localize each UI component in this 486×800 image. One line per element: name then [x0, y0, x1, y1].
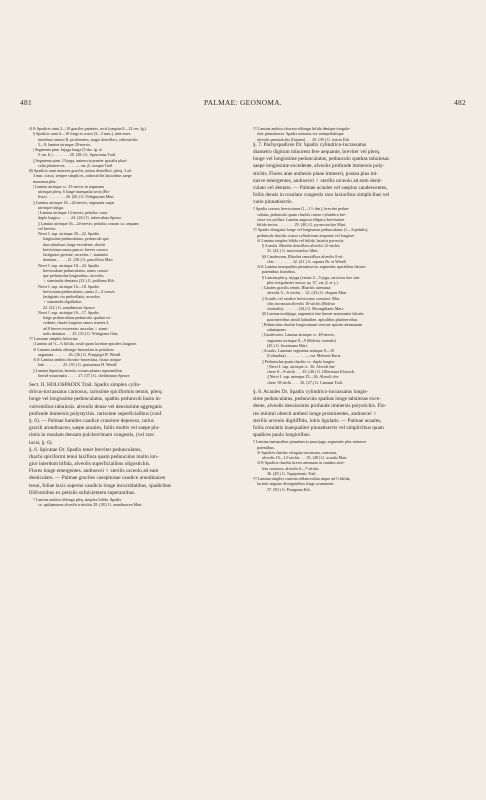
text-line: †† Lamina ambitu obovato-oblonga bifida denique irregula- [253, 126, 351, 131]
text-line: nusve emergentes, androecei ♀ sterilis urceolo ad eum denti- [253, 177, 383, 184]
text-line: viore vix axillari. Lamina angusta elliptica brevissime [257, 216, 345, 222]
text-line: ⊙ Spadicis rhachis elongata incrassata, contracta, [257, 449, 338, 455]
text-line: || Nervi I. sup. utrinque 25—36. Alveoli rha- [267, 374, 339, 380]
text-line: utrinque plerq. 6 longe inaequalia secta (Bo- [38, 189, 111, 194]
text-line: rhachi spiciformi tenui laxiflora quam pedunculus multo lon- [29, 453, 159, 460]
text-line: diametro digitum minorem fere aequante, breviter vel plerq. [253, 148, 381, 155]
text-line: ⊙ Lamina simplex bifida vel bifida, laciniis porrectis. [257, 237, 345, 243]
text-line: § Lamina plerq. trijuga (varius 2—5-juga, raricious iteo sim- [262, 274, 361, 280]
text-line: longe vel longissime pedunculatus, pedunculo spathas tubulosas [253, 156, 390, 163]
text-line: | Caudex gracilis tennis. Rhachis attenuata [262, 285, 331, 291]
text-line: fastigiatis via pedicellatis; urceolus [43, 294, 100, 299]
text-line: Nervi I. sup. utrinque 18—24. Spadix [38, 262, 100, 268]
text-line: alveolis 5—6-stichis . . 22. (43.) G. elegans Mart. [267, 290, 348, 296]
text-line: || Lamina bipartita, laciniis costam plurias superantibus [33, 367, 123, 373]
text-line: || Acaulis vel caudice brevissimo crassiore. Rha- [262, 295, 341, 301]
text-line: longissime pedunculatus, pedunculo spa- [43, 236, 110, 242]
text-line: || Lamina utrinque 16—24-nervis; petiolus costam ca. aequans [38, 220, 139, 226]
text-line: | Pedunculus rhachis longissimum verosne apicem attenuatam [262, 321, 363, 327]
text-line: patentibus latioribus. [262, 269, 296, 275]
text-line: interdum ramosi II. proferentes, magis densiflori, orthostichis [38, 136, 138, 142]
text-line: monomorphis. [33, 178, 57, 184]
text-line: stichis. Flores ante anthesin plane immersi, postea plus mi- [253, 170, 379, 177]
left-text-column [29, 126, 236, 508]
text-line: ⊙⊙ Spadicis rami 2—10 graciles patentes, recti (saepius 8—12 cm. lg.). [29, 126, 148, 131]
text-line: || Pedunculus quam rhachis cc. duplo longior. [262, 358, 336, 364]
text-line: orientalis) . . . . . . . (44.) G. Bicongilianis Mart. [267, 306, 344, 312]
text-line: 37. (50.) G. Poeppana Kth. [267, 486, 311, 492]
text-line: ♀ staminalis digitilabus [43, 299, 82, 305]
text-line: tenui, foliae laxis superne caudicis longe incoctidatibus, spadicibus [29, 482, 172, 489]
text-line: patentibus. [257, 444, 275, 450]
text-line: || Segmenta pinn. 13-juga, uninervia praeter apicalia pluri- [33, 157, 128, 163]
text-line: longe pedunculatus pedunculo spathas ex- [43, 315, 112, 320]
text-line: sime pedunculatus, pedunculo spathas longe tabulosas exce- [253, 396, 381, 403]
text-line: 5 cm. lt.) . . . . . . . . 20. (28.) G. Spruceana Trail. [38, 152, 117, 158]
text-line: Nervi I. sup. utrinque 20—22. Spadix [38, 231, 100, 236]
text-line: foliis densis in rosulam congestis raro laxioribus simplicibus vel [253, 192, 390, 199]
text-line: 3 mm. crassi, semper simplices, orthostichis laxioribus saepe [33, 173, 132, 179]
text-line: (Columbia) . . . . . . . . . — var. Mettenii Karst. [267, 353, 342, 359]
text-line: linearl-acuminatis . . . . . 27. (37.) G. chelidonura Spruce. [38, 372, 131, 378]
text-line: | Lamina utrinque cc. 25-nervis in segmenta [33, 183, 105, 189]
text-line: ⊙ Lamina ambitu oblongo-lanceolata in petiolum [33, 346, 114, 352]
text-line: profunde immersis polystychis. rarissime superficialibus (conf. [29, 410, 163, 417]
text-line: || Lamina utrinque 18—24-nervis; segmenta saepe [33, 199, 115, 205]
text-line: subaequans. [267, 327, 287, 333]
text-line: sterilis urceolo digitiffido, lobis ligulatis. — Palmae acaules, [253, 417, 382, 424]
text-line: §§ Caudescens. Rhachis remotiflora alveolis 8-sti- [262, 253, 344, 259]
text-line: cedente, rhachi longiore ramos teneres 4 [43, 320, 109, 326]
text-line: res minimi obtecti anthesi longe prominentes, androecei ♀ [253, 410, 378, 417]
text-line: calia plurinervia . . . . . — var. β. compta Trail. [38, 162, 114, 168]
text-line: spadices paulo longioribus. [253, 432, 311, 439]
text-line: §§ Spadicis rami minores gracilis, minus densiflori, plerq. 3 ad [29, 168, 131, 173]
text-line: † Spadix crassus brevissimus (1—1½ dm.), breviter pedun- [253, 206, 350, 212]
text-line: (45.) G. Jussieuana Mart. [267, 342, 308, 348]
text-line: chis . . . . . . . . . 32. (41.) G. rupuria Dr. et Wendl. [267, 258, 347, 264]
right-text-column [253, 126, 460, 492]
text-line: breviusdane pedunculatus, ramis crassis- [43, 267, 110, 273]
text-line: §. 6. Spicatae Dr. Spadix tener breviter pedunculatus, [29, 446, 142, 453]
text-line: Sect. II. HOLOSPADIX Trail. Spadix simplex cylin- [29, 382, 141, 388]
text-line: ♀ staminalis dentatus (31.) G. pohliana Kth. [43, 278, 115, 284]
text-line: §. 7. Pachyspadices Dr. Spadix cylindrico-incrassatus [253, 141, 367, 148]
text-line: vel brevior. [38, 225, 57, 231]
text-line: 5—8; lamina utrinque 20-nervis. [38, 141, 92, 147]
text-line: segmenta utrinque 8—9 (Bolivia centralis) [267, 337, 337, 343]
running-title: PALMAE: GEONOMA. [203, 98, 283, 107]
text-line: chese 8—9-stichi . . . 35. (46.) G. Olfersiana Klotzsch. [267, 369, 356, 375]
text-line: †† Laminae simplex bifurcata. [29, 336, 79, 341]
text-line: §. 8. Acaules Dr. Spadix cylindrico-incrassatus longis- [253, 388, 369, 395]
text-line: volventibus tubulosis. alveolis dense vel densissime aggregatis [29, 403, 163, 410]
text-line: filiformibus ex petiolis sufulcientem superantibus. [29, 489, 136, 496]
text-line: dentatus . . . . . 21. (30.) G. pauciflora Mart. [43, 257, 114, 263]
text-line: riter pinnatisecta. Spadix minutus vix semipedalisque [257, 131, 344, 137]
text-line: § Spadicis rami 6—10 longi et crassi (3—5 mm.), inferiores [33, 131, 131, 137]
text-line: paucinervibus simili latitudine, apicalibus plurinervibus. [267, 316, 359, 322]
text-line: gior interdum bifida, alveolis superficialibus oligostichis. [29, 461, 151, 468]
text-line: longe vel longissime pedunculatus, spathis pedunculi basin in- [29, 396, 162, 403]
text-line: lem crassiora, alveolis 6—7-stichis [262, 465, 319, 471]
text-line: brevissima ramos paucos breves crassos [43, 246, 108, 252]
text-line: alveolis pentastichis (Guiana) . . . 29. (39.) G. stricta Kth. [257, 136, 350, 142]
page-number-left: 481 [20, 98, 32, 107]
text-line: | Segmenta pinn. bijuga longa (5 dm. lg. et [33, 147, 102, 152]
text-line: varie pinnatisectis. [253, 199, 293, 206]
text-line: alveolis 10—12-stichis . . . 35. (48.) G. acaulis Mart. [262, 455, 348, 460]
text-line: | Lamina utrinque 12-nervis; petiolus costa [38, 210, 108, 215]
text-line: latā . . . . . . . . . 25. (35.) G. gastoniana H. Wendl. [38, 362, 118, 368]
text-line: saepe longissime excedente, alveolis profunde immersis poly- [253, 163, 385, 170]
text-line: laxis; §. 6). [29, 439, 53, 446]
text-line: ad 8 breves exserente; urceolus ♀ stami- [43, 325, 109, 331]
text-line: §§ Lamina multijuga, segmentis late lineari-acuminatis falcatis [262, 311, 364, 317]
text-line: | Acaulis. Laminae segmenta utrinque 8—10 [262, 348, 335, 354]
text-line: bifido-incisa . . . . . . . . 29. (40.) G. pycnostachys Mart. [257, 222, 347, 228]
text-line: ⊙⊙ Lamina inaequaliter pinnatisecta, segmentis apicalibus falcato- [257, 264, 367, 270]
text-line: ⊙⊙ Spadicis rhachis brevis attenuata in caudam steri- [257, 460, 345, 466]
text-line: gracili arundinaceo, saepe acaules, foliis multis vel saepe plu- [29, 425, 160, 432]
text-line: Flores longe emergentes. androecei ♀ sterilis urceolo ad eam [29, 468, 159, 475]
page-number-right: 482 [454, 98, 466, 107]
text-line: | Nervi I. sup. utrinque cc. 36. Alveoli rha- [267, 363, 336, 369]
text-line: livia) . . . . . . . . . 26. (26.) G. Orbignyana Mart. [38, 194, 115, 200]
text-line: denticulato. — Palmae graciles caespitosae caudice arundinaceo [29, 475, 166, 482]
text-line: †† Spadix elongatus longe vel longissime pedunculatus (1—3-pedalis), [253, 227, 369, 233]
text-line: utrinque trijuga. [38, 204, 65, 210]
text-line: pedunculo rhachis crasso-cylindricam aequante vel longiore. [257, 232, 356, 238]
text-line: culatus, pedunculo quam rhachis crasso-cylindrica bre- [257, 211, 347, 217]
text-line: †† Lamina simplex cuneato-oblanceolata usque ad ⅓ bifida, [253, 476, 351, 481]
text-line: 31. (42.) G. macrostachys Mart. [267, 248, 319, 254]
text-line: dricus-incrassatus carnosus, rarissime spiciformis tennis, plerq. [29, 389, 163, 396]
text-line: chis incrassata alveolis 10-stichis (Bolivia [267, 300, 336, 306]
text-line: plex irregulariter incisa: sp. 37, var. β. et γ.). [267, 279, 339, 285]
text-line: fastigiatos gerente; urceolus ♀ staminiis [43, 252, 109, 257]
text-line: laciniis anguste divergentibus longe acuminatis [257, 481, 334, 487]
text-line: que pedunculus longioribus; urceolus [43, 273, 104, 278]
text-line: § Acaulis. Rhachis densiflora alveolis 12-stichis [262, 243, 340, 249]
text-line: culato vel dentato. — Palmae acaules vel saepius caudescentes, [253, 184, 388, 191]
text-line: 22. (32.) G. arundinacea Spruce. [43, 304, 96, 310]
text-line: | Caudescens. Lamina utrinque cc. 48-nervis; [262, 332, 335, 338]
text-line: Nervi I. sup. utrinque 16—18. Spadix [38, 283, 100, 289]
text-line: † Lamina ambitu oblonga pleq. simplex bifida. Spadix [33, 497, 122, 502]
text-line: 36. (49.) G. Tapajotensis Trail. [267, 470, 317, 476]
text-line: † Lamina inaequaliter pinnatisecta paucijuga, segmentis plus minusve [253, 439, 367, 445]
text-line: dente, alveolis densissimis profunde immersis polystichis. Flo- [253, 403, 387, 410]
text-line: ca. spithamaeus alveolis tristichis 28. (38.) G. arundinacea Mart. [38, 502, 143, 508]
text-line: ⊙⊙ Lamina ambitu obovato-lanceolata, fixata utrique [33, 357, 121, 362]
text-line: nalis dentatus . . . 23. (33.) G. Wittigiana Glaz. [43, 330, 119, 336]
text-line: brevissime pedunculatus, ramis 2—4 crassis [43, 288, 115, 294]
text-line: duplo longior . . . . . 24. (24.) G. tuberculata Spruce. [38, 215, 123, 221]
text-line: rimis in rosulam densam pulcherrimam congestis, (vel raro [29, 432, 155, 439]
text-line: thas tabulosas longe excedente, rhachi [43, 241, 105, 247]
text-line: §. 6). — Palmae humiles caudice crassiore depresso, rarius [29, 417, 154, 424]
text-line: | Lamina ad ½—¾ bifida, costā quam laciniae apicales longiore. [33, 341, 138, 347]
text-line: chese 18-stichi . . . . 36. (47.) G. Camana Trail. [267, 379, 343, 385]
text-line: Nervi I. sup. utrinque 16—17. Spadix [38, 309, 100, 315]
text-line: angustata . . . . . . . 26. (36.) G. Poeppigii H. Wendl. [38, 351, 122, 357]
text-line: foliis rosulatis inaequaliter pinnatisectis vel simplicibus quam [253, 424, 384, 431]
